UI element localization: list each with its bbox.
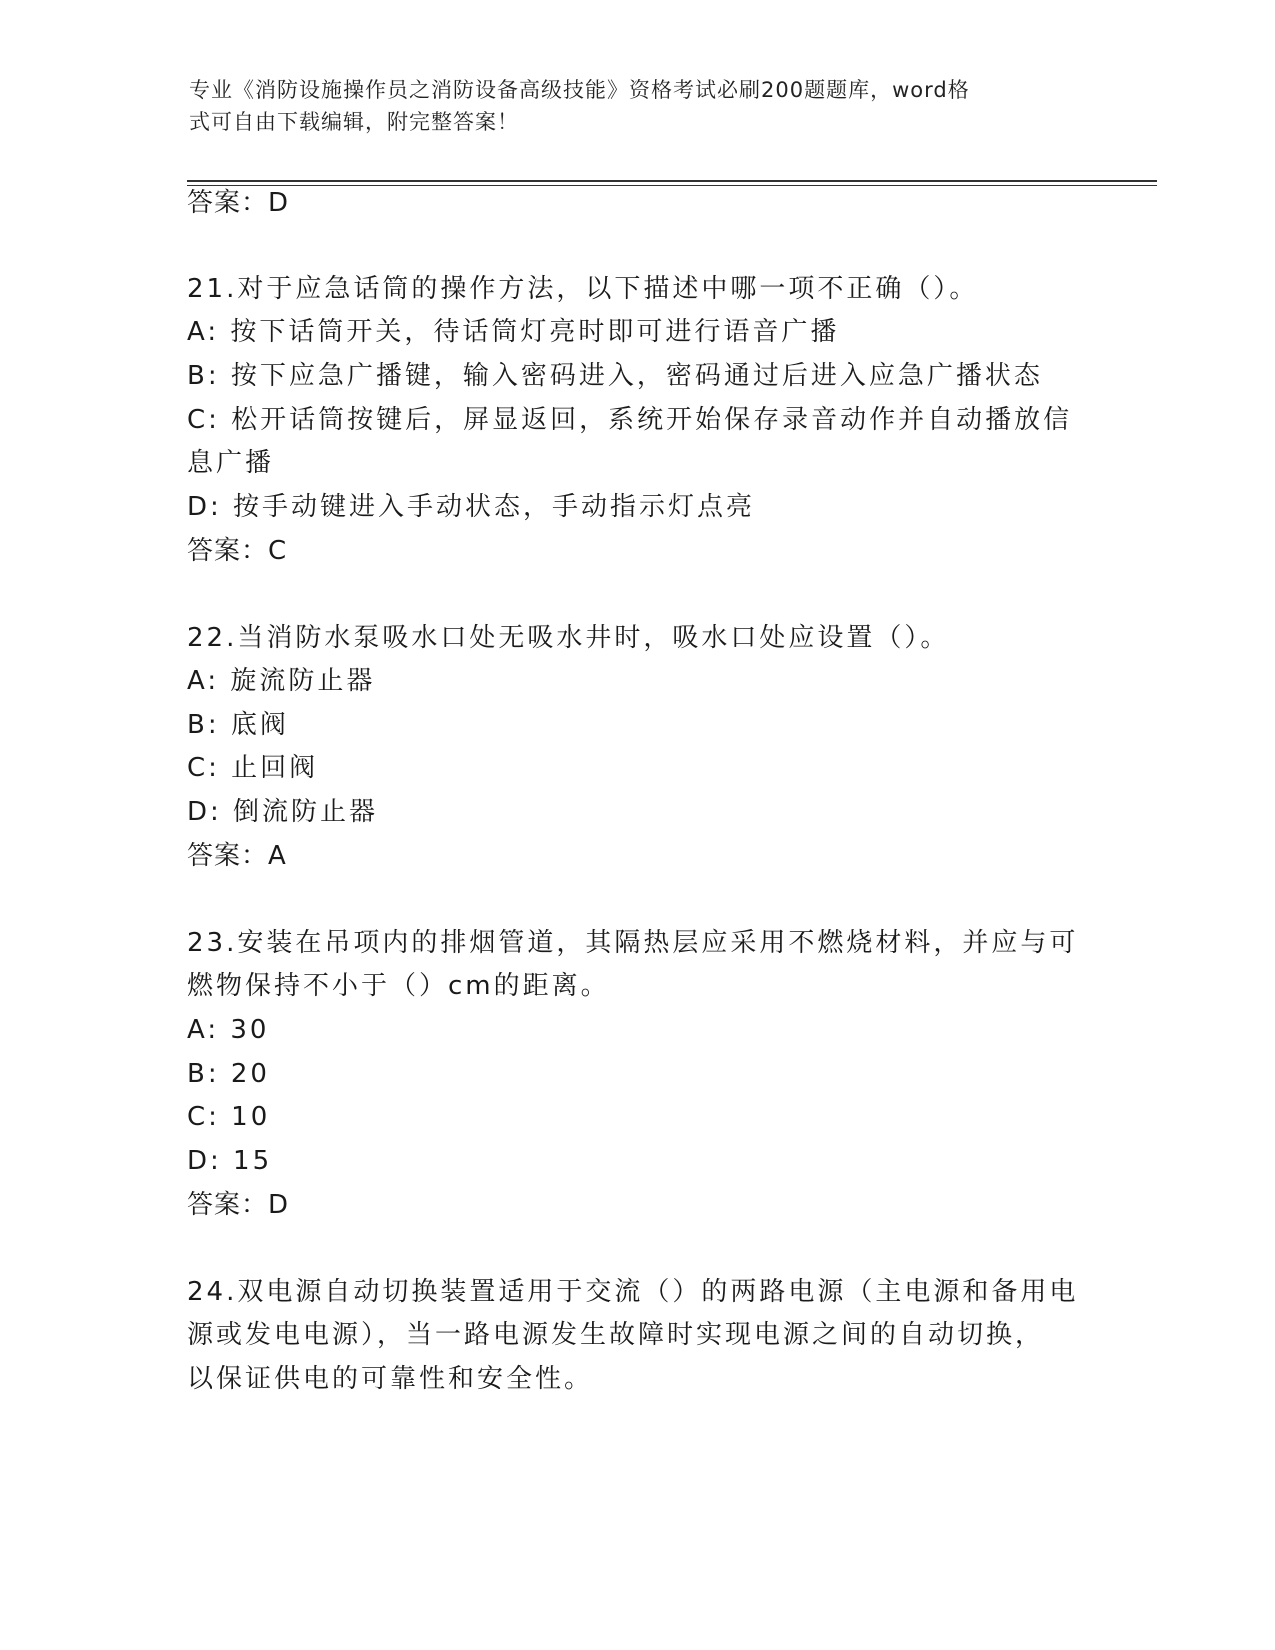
question-24-stem-cont-2: 以保证供电的可靠性和安全性。 bbox=[187, 1364, 594, 1394]
question-21-stem: 21.对于应急话筒的操作方法，以下描述中哪一项不正确（）。 bbox=[187, 274, 979, 304]
question-21-option-d: D: 按手动键进入手动状态，手动指示灯点亮 bbox=[187, 492, 756, 522]
question-22-option-c: C: 止回阀 bbox=[187, 753, 319, 783]
question-21-option-b: B: 按下应急广播键，输入密码进入，密码通过后进入应急广播状态 bbox=[187, 361, 1043, 391]
question-23-option-a: A: 30 bbox=[187, 1015, 270, 1045]
question-21-option-c-cont: 息广播 bbox=[187, 448, 275, 478]
header-line-1: 专业《消防设施操作员之消防设备高级技能》资格考试必刷200题题库，word格 bbox=[189, 78, 970, 102]
question-22-stem: 22.当消防水泵吸水口处无吸水井时，吸水口处应设置（）。 bbox=[187, 623, 950, 653]
document-header bbox=[189, 74, 1069, 138]
question-23-option-b: B: 20 bbox=[187, 1059, 270, 1089]
question-23-answer: 答案：D bbox=[187, 1190, 290, 1220]
question-22-answer: 答案：A bbox=[187, 841, 287, 871]
question-23-stem: 23.安装在吊项内的排烟管道，其隔热层应采用不燃烧材料，并应与可 bbox=[187, 928, 1079, 958]
question-21-option-a: A: 按下话筒开关，待话筒灯亮时即可进行语音广播 bbox=[187, 317, 840, 347]
question-21-option-c: C: 松开话筒按键后，屏显返回，系统开始保存录音动作并自动播放信 bbox=[187, 405, 1073, 435]
question-21-answer: 答案：C bbox=[187, 536, 288, 566]
header-line-2: 式可自由下载编辑，附完整答案！ bbox=[189, 110, 519, 134]
question-23-option-c: C: 10 bbox=[187, 1102, 271, 1132]
answer-previous: 答案：D bbox=[187, 188, 290, 218]
question-24-stem-cont-1: 源或发电电源），当一路电源发生故障时实现电源之间的自动切换， bbox=[187, 1320, 1045, 1350]
question-22-option-b: B: 底阀 bbox=[187, 710, 289, 740]
question-23-option-d: D: 15 bbox=[187, 1146, 273, 1176]
header-divider bbox=[187, 180, 1157, 186]
question-24-stem: 24.双电源自动切换装置适用于交流（）的两路电源（主电源和备用电 bbox=[187, 1277, 1079, 1307]
question-22-option-a: A: 旋流防止器 bbox=[187, 666, 376, 696]
question-22-option-d: D: 倒流防止器 bbox=[187, 797, 379, 827]
question-23-stem-cont: 燃物保持不小于（）cm的距离。 bbox=[187, 971, 610, 1001]
